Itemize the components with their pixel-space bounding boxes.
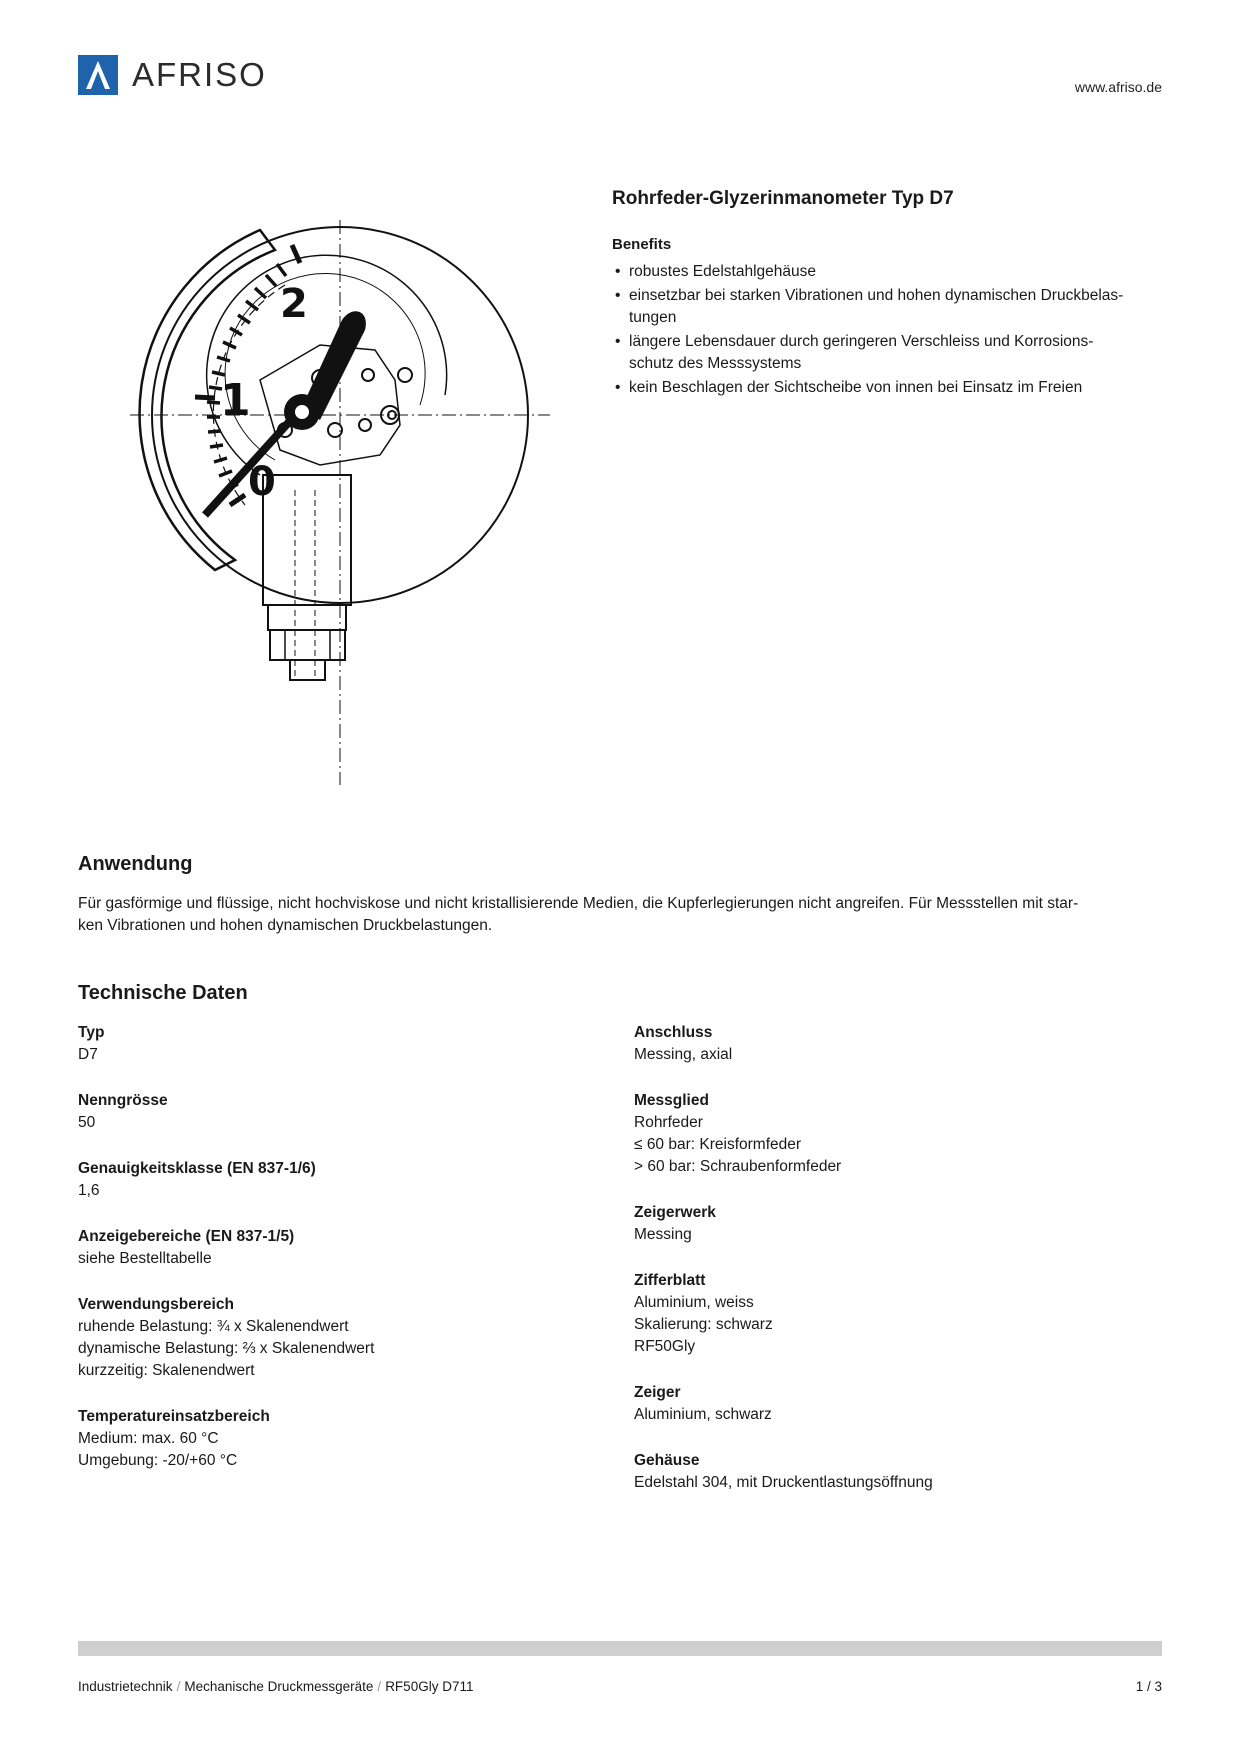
benefit-item: • längere Lebensdauer durch geringeren Verschleiss und Korrosions- schutz des Messsystems	[615, 333, 1094, 372]
page-number: 1 / 3	[1135, 1679, 1162, 1694]
spec-label: Zeiger	[634, 1384, 681, 1401]
dial-number-0: 0	[248, 459, 276, 505]
footer-bar	[78, 1641, 1162, 1656]
spec-temperatureinsatzbereich	[78, 1406, 558, 1472]
breadcrumb-item: RF50Gly D711	[385, 1679, 474, 1694]
spec-value: D7	[78, 1046, 98, 1063]
benefit-item: • robustes Edelstahlgehäuse	[615, 263, 816, 280]
dial-number-2: 2	[280, 281, 308, 327]
spec-label: Genauigkeitsklasse (EN 837-1/6)	[78, 1160, 316, 1177]
brand-name: AFRISO	[132, 56, 267, 93]
breadcrumb-separator: /	[377, 1679, 382, 1694]
spec-label: Messglied	[634, 1092, 709, 1109]
footer	[78, 1679, 1162, 1694]
spec-label: Anschluss	[634, 1024, 713, 1041]
spec-label: Gehäuse	[634, 1452, 700, 1469]
spec-genauigkeitsklasse	[78, 1158, 558, 1202]
benefit-item: • kein Beschlagen der Sichtscheibe von innen bei Einsatz im Freien	[615, 379, 1083, 396]
specs-heading: Technische Daten	[78, 982, 248, 1004]
spec-label: Typ	[78, 1024, 105, 1041]
breadcrumb-item[interactable]: Mechanische Druckmessgeräte	[184, 1679, 374, 1694]
spec-value: 1,6	[78, 1182, 100, 1199]
spec-verwendungsbereich	[78, 1294, 558, 1382]
spec-typ	[78, 1022, 558, 1066]
benefit-item: • einsetzbar bei starken Vibrationen und hohen dynamischen Druckbelas- tungen	[615, 287, 1124, 326]
spec-value: Edelstahl 304, mit Druckentlastungsöffnung	[634, 1474, 933, 1491]
spec-anschluss	[634, 1022, 1114, 1066]
dial-number-1: 1	[220, 375, 251, 426]
spec-anzeigebereiche	[78, 1226, 558, 1270]
specs-right-column	[634, 1022, 1114, 1518]
spec-value: 50	[78, 1114, 96, 1131]
application-text: Für gasförmige und flüssige, nicht hochviskose und nicht kristallisierende Medien, die Kupferlegierungen nicht angreifen. Für Messstellen mit star- ken Vibrationen und hohen dynamischen Druckbelastungen.	[78, 895, 1079, 934]
breadcrumb	[78, 1679, 473, 1694]
spec-label: Zeigerwerk	[634, 1204, 716, 1221]
spec-label: Anzeigebereiche (EN 837-1/5)	[78, 1228, 295, 1245]
breadcrumb-item[interactable]: Industrietechnik	[78, 1679, 173, 1694]
spec-zeigerwerk	[634, 1202, 1114, 1246]
product-title: Rohrfeder-Glyzerinmanometer Typ D7	[612, 188, 954, 209]
benefit-text: einsetzbar bei starken Vibrationen und hohen dynamischen Druckbelas- tungen	[629, 287, 1124, 326]
spec-label: Verwendungsbereich	[78, 1296, 234, 1313]
spec-value: Messing	[634, 1226, 692, 1243]
spec-zifferblatt	[634, 1270, 1114, 1358]
spec-label: Temperatureinsatzbereich	[78, 1408, 270, 1425]
specs-left-column	[78, 1022, 558, 1496]
breadcrumb-separator: /	[176, 1679, 181, 1694]
afriso-logo-icon	[78, 55, 118, 95]
spec-value: siehe Bestelltabelle	[78, 1250, 212, 1267]
spec-label: Zifferblatt	[634, 1272, 706, 1289]
spec-messglied	[634, 1090, 1114, 1178]
benefits-heading: Benefits	[612, 236, 672, 253]
spec-value: Aluminium, schwarz	[634, 1406, 772, 1423]
spec-value: Rohrfeder ≤ 60 bar: Kreisformfeder > 60 bar: Schraubenformfeder	[634, 1114, 842, 1175]
spec-zeiger	[634, 1382, 1114, 1426]
application-heading: Anwendung	[78, 853, 193, 875]
spec-value: Aluminium, weiss Skalierung: schwarz RF50Gly	[634, 1294, 773, 1355]
website-link[interactable]: www.afriso.de	[1074, 79, 1162, 95]
afriso-logo	[78, 54, 267, 96]
benefit-text: kein Beschlagen der Sichtscheibe von innen bei Einsatz im Freien	[629, 379, 1083, 396]
spec-label: Nenngrösse	[78, 1092, 168, 1109]
benefit-text: längere Lebensdauer durch geringeren Verschleiss und Korrosions- schutz des Messsystems	[629, 333, 1094, 372]
benefit-text: robustes Edelstahlgehäuse	[629, 263, 816, 280]
spec-value: Messing, axial	[634, 1046, 733, 1063]
spec-gehaeuse	[634, 1450, 1114, 1494]
benefits-list	[612, 261, 1172, 399]
gauge-drawing	[120, 205, 560, 795]
product-intro	[612, 188, 1172, 401]
spec-value: ruhende Belastung: ¾ x Skalenendwert dynamische Belastung: ⅔ x Skalenendwert kurzzeitig: Skalenendwert	[78, 1318, 375, 1379]
spec-nenngroesse	[78, 1090, 558, 1134]
spec-value: Medium: max. 60 °C Umgebung: -20/+60 °C	[78, 1430, 238, 1469]
